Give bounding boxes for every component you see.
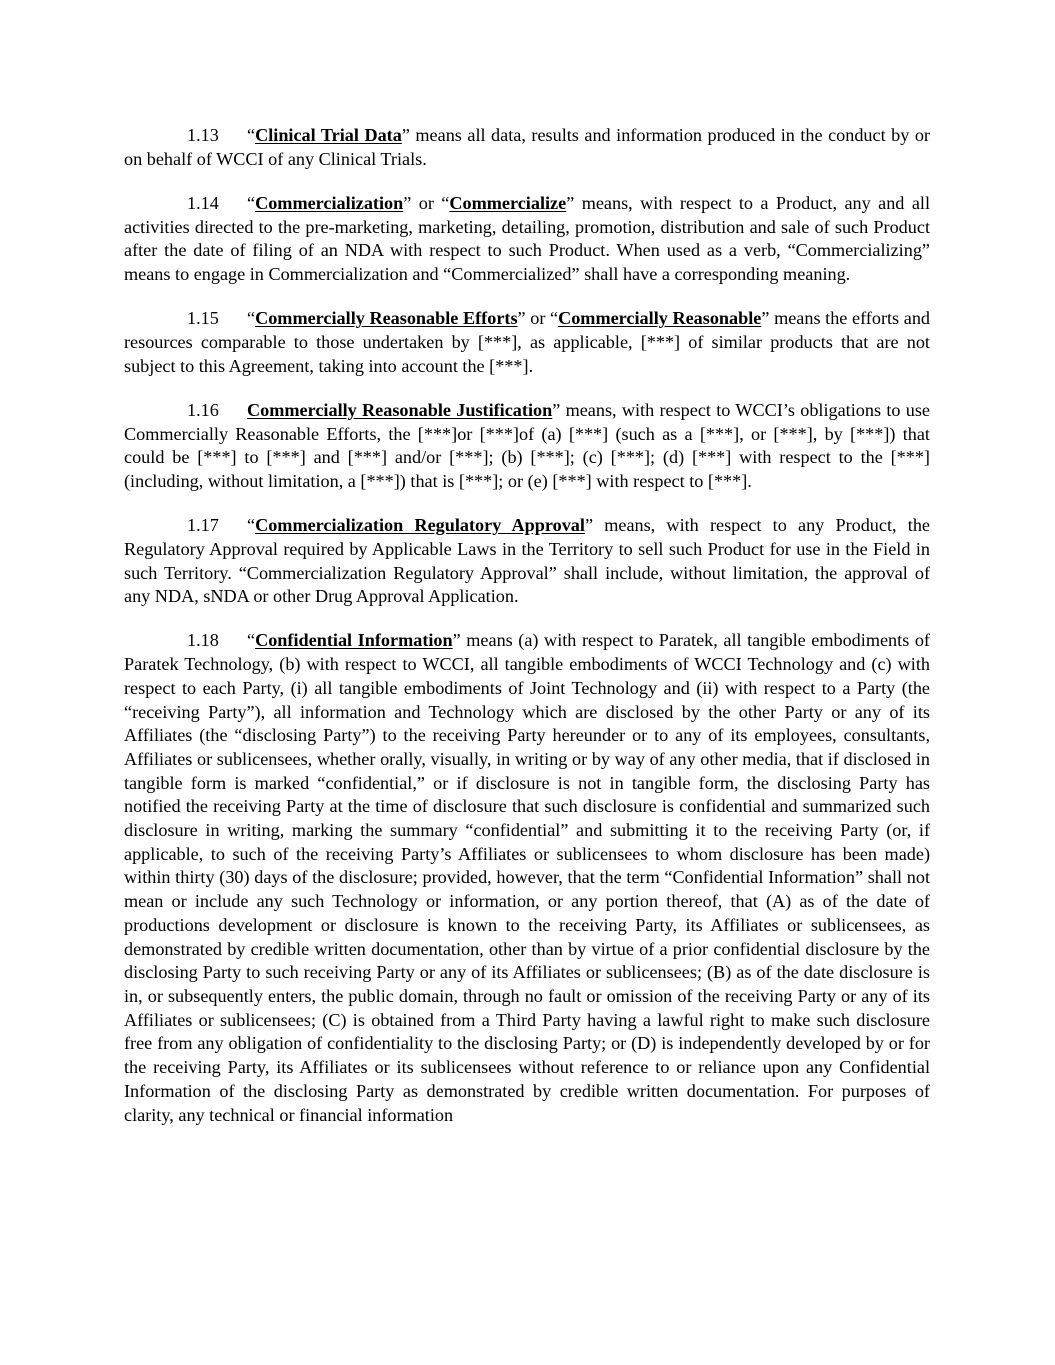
definition-text: ” means, with respect to a Product, any and all activities directed to the pre-marketing, marketing, detailing, promotion, distribution and sale of such Product after the date of filing of an NDA with respect to such Product. When used as a verb, “Commercializing” means to engage in Commercialization and “Commercialized” shall have a corresponding meaning. bbox=[124, 192, 931, 285]
defined-term: Commercially Reasonable Efforts bbox=[255, 308, 518, 329]
open-quote: “ bbox=[247, 630, 256, 651]
document-page bbox=[124, 124, 930, 1148]
defined-term: Clinical Trial Data bbox=[255, 125, 402, 145]
open-quote: “ bbox=[247, 308, 256, 329]
definition-text: ” means all data, results and information produced in the conduct by or on behalf of WCCI of any Clinical Trials. bbox=[124, 125, 930, 169]
definition-text: ” means, with respect to any Product, the Regulatory Approval required by Applicable Laws in the Territory to sell such Product for use in the Field in such Territory. “Commercialization Regulatory Approval” shall include, without limitation, the approval of any NDA, sNDA or other Drug Approval Application. bbox=[124, 515, 930, 607]
definition-1-14 bbox=[124, 192, 930, 287]
defined-term: Commercially Reasonable Justification bbox=[247, 399, 553, 420]
definition-text: ” means (a) with respect to Paratek, all tangible embodiments of Paratek Technology, (b) with respect to WCCI, all tangible embodiments of WCCI Technology and (c) with respect to each Party, (i) all tangible embodiments of Joint Technology and (ii) with respect to a Party (the “receiving Party”), all information and Technology which are disclosed by the other Party or any of its Affiliates (the “disclosing Party”) to the receiving Party hereunder or to any of its employees, consultants, Affiliates or sublicensees, whether orally, visually, in writing or by way of any other media, that if disclosed in tangible form is marked “confidential,” or if disclosure is not in tangible form, the disclosing Party has notified the receiving Party at the time of disclosure that such disclosure is confidential and summarized such disclosure in writing, marking the summary “confidential” and submitting it to the receiving Party (or, if applicable, to such of the receiving Party’s Affiliates or sublicensees to whom disclosure has been made) within thirty (30) days of the disclosure; provided, however, that the term “Confidential Information” shall not mean or include any such Technology or information, or any portion thereof, that (A) as of the date of productions development or disclosure is known to the receiving Party, its Affiliates or sublicensees, as demonstrated by credible written documentation, other than by virtue of a prior confidential disclosure by the disclosing Party to such receiving Party or any of its Affiliates or sublicensees; (B) as of the date disclosure is in, or subsequently enters, the public domain, through no fault or omission of the receiving Party or any of its Affiliates or sublicensees; (C) is obtained from a Third Party having a lawful right to make such disclosure free from any obligation of confidentiality to the disclosing Party; or (D) is independently developed by or for the receiving Party, its Affiliates or its sublicensees without reference to or reliance upon any Confidential Information of the disclosing Party as demonstrated by credible written documentation. For purposes of clarity, any technical or financial information bbox=[124, 630, 930, 1125]
section-number: 1.15 bbox=[187, 308, 219, 329]
section-number: 1.17 bbox=[187, 515, 219, 536]
open-quote: “ bbox=[247, 125, 256, 145]
definition-text: ” means, with respect to WCCI’s obligations to use Commercially Reasonable Efforts, the [***]or [***]of (a) [***] (such as a [***], or [***], by [***]) that could be [***] to [***] and [***] and/or [***]; (b) [***]; (c) [***]; (d) [***] with respect to the [***] (including, without limitation, a [***]) that is [***]; or (e) [***] with respect to [***]. bbox=[124, 399, 930, 491]
open-quote: “ bbox=[247, 192, 256, 213]
definition-text: ” means the efforts and resources comparable to those undertaken by [***], as applicable, [***] of similar products that are not subject to this Agreement, taking into account the [***]. bbox=[124, 308, 931, 376]
section-number: 1.16 bbox=[187, 399, 219, 420]
defined-term-alt: Commercially Reasonable bbox=[558, 308, 762, 329]
defined-term: Confidential Information bbox=[255, 630, 453, 651]
definition-1-16 bbox=[124, 399, 930, 494]
definition-1-15 bbox=[124, 307, 930, 378]
section-number: 1.14 bbox=[187, 192, 219, 213]
definition-1-17 bbox=[124, 514, 930, 609]
definition-1-18 bbox=[124, 629, 930, 1127]
defined-term-alt: Commercialize bbox=[449, 192, 567, 213]
definition-1-13 bbox=[124, 124, 930, 171]
defined-term: Commercialization Regulatory Approval bbox=[255, 515, 585, 536]
section-number: 1.13 bbox=[187, 125, 219, 145]
section-number: 1.18 bbox=[187, 630, 219, 651]
defined-term: Commercialization bbox=[255, 192, 404, 213]
term-connector: ” or “ bbox=[403, 192, 450, 213]
term-connector: ” or “ bbox=[517, 308, 559, 329]
open-quote: “ bbox=[247, 515, 256, 536]
